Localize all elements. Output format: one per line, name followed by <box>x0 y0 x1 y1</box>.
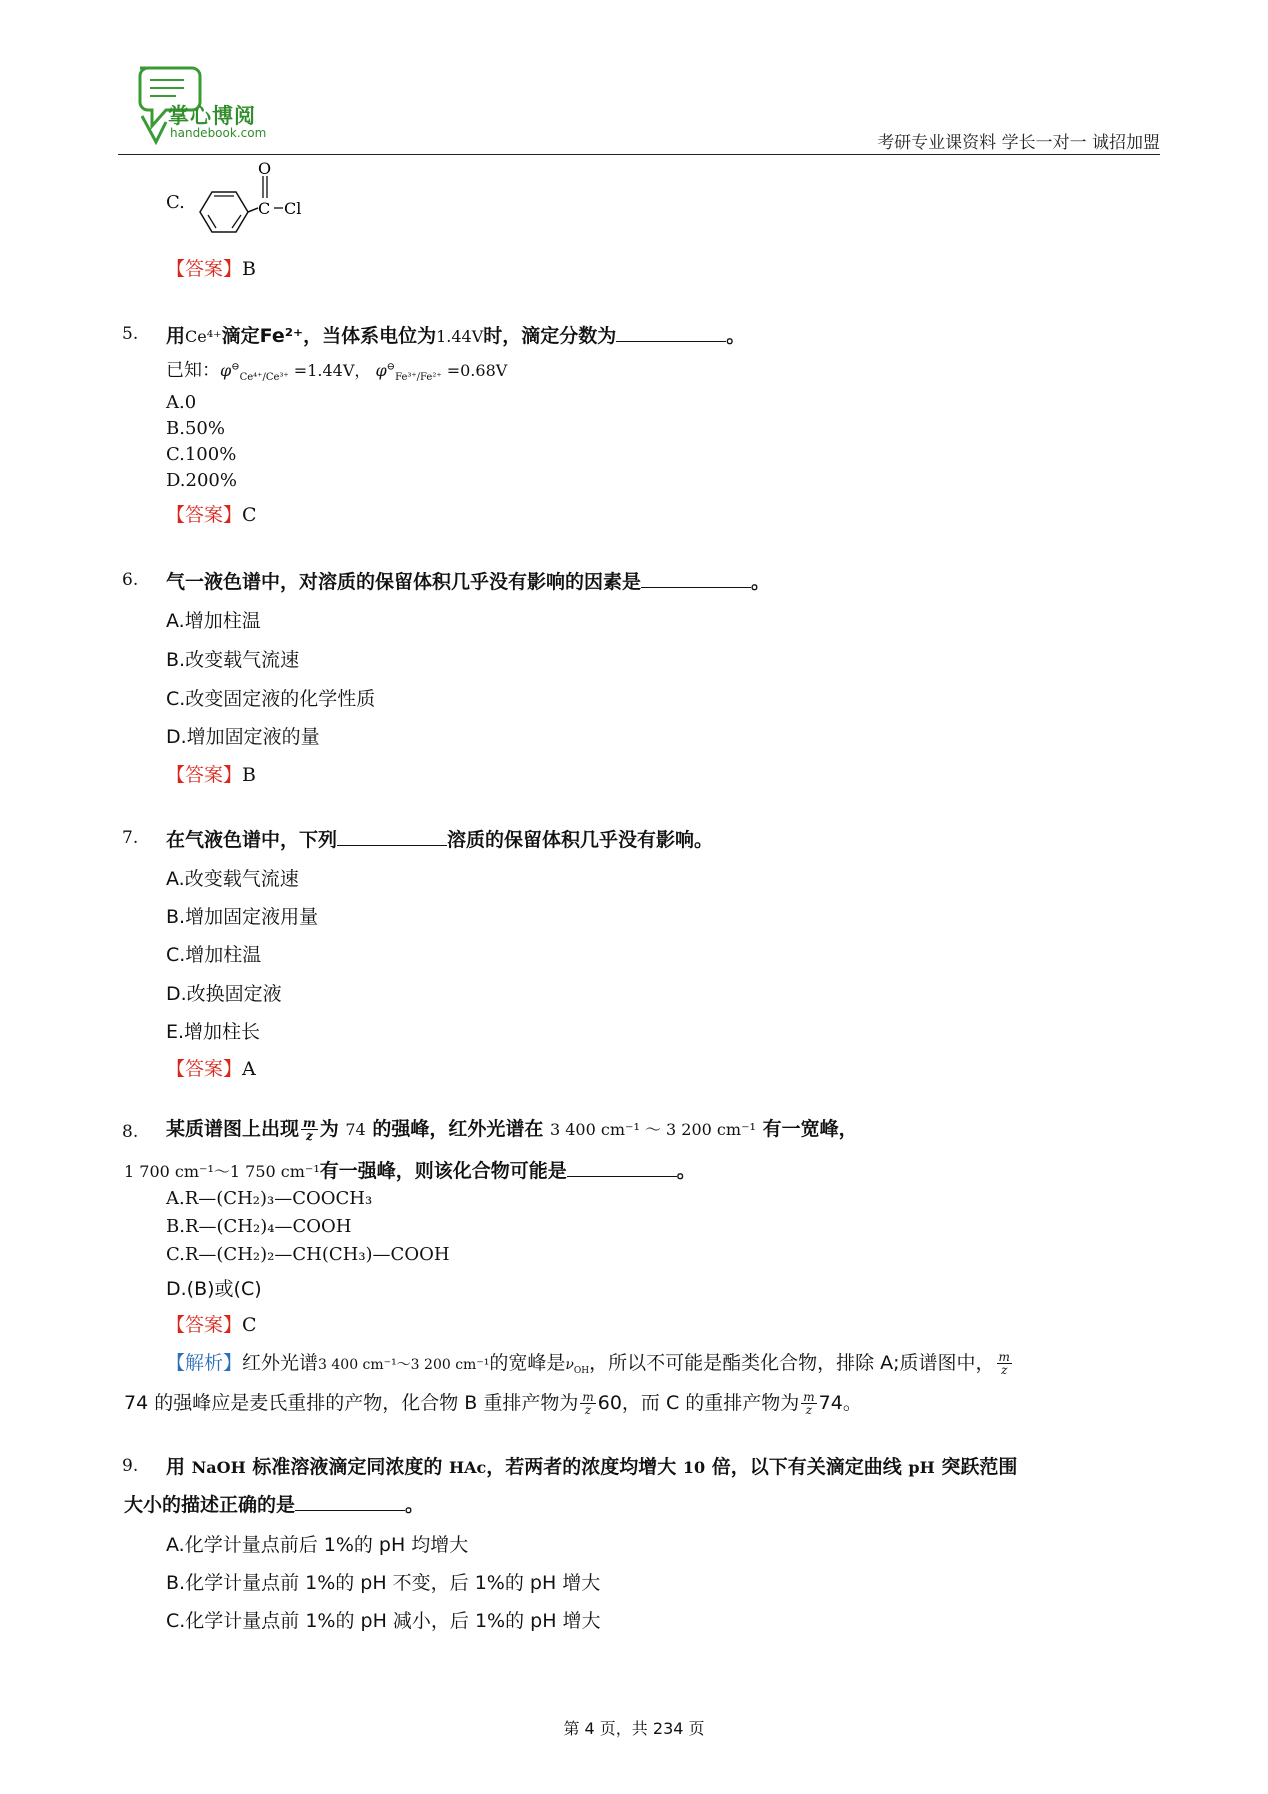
benzoyl-chloride-structure <box>186 160 326 248</box>
q8-option-d: D.(B)或(C) <box>166 1278 262 1300</box>
q5-stem-part: 1.44V <box>436 327 484 346</box>
q7-option-d: D.改换固定液 <box>166 983 282 1005</box>
q8-stem-part: 的强峰，红外光谱在 <box>372 1118 544 1140</box>
answer-label: 【答案】 <box>166 764 243 786</box>
m-over-z-fraction <box>801 1391 816 1416</box>
analysis-part: 74 的强峰应是麦氏重排的产物，化合物 B 重排产物为 <box>124 1392 579 1414</box>
q5-stem-part: 用 <box>166 325 186 347</box>
answer-blank <box>295 1496 405 1511</box>
fraction-numerator: m <box>998 1350 1010 1364</box>
q9-stem-part: 。 <box>405 1494 425 1516</box>
analysis-part: 60，而 C 的重排产物为 <box>597 1392 800 1414</box>
analysis-part: 的宽峰是 <box>489 1352 566 1374</box>
phi-symbol: φ <box>220 361 232 380</box>
struct-chlorine: Cl <box>284 199 302 218</box>
q4-answer <box>166 254 256 281</box>
q5-stem-part: Ce⁴⁺ <box>185 327 222 346</box>
q8-answer <box>166 1310 257 1337</box>
q8-stem-part: 为 <box>319 1118 339 1140</box>
q9-option-b: B.化学计量点前 1%的 pH 不变，后 1%的 pH 增大 <box>166 1572 601 1594</box>
q9-number: 9. <box>122 1456 139 1476</box>
q5-option-b: B.50% <box>166 418 225 439</box>
q9-stem-part: 用 <box>166 1456 186 1478</box>
m-over-z-fraction <box>301 1117 318 1142</box>
q9-stem-part: 倍，以下有关滴定曲线 <box>711 1456 902 1478</box>
q6-number: 6. <box>122 570 139 590</box>
q7-stem-part: 在气液色谱中，下列 <box>166 829 338 851</box>
q8-stem-part: 有一宽峰， <box>762 1118 858 1140</box>
fraction-denominator: z <box>1001 1363 1008 1377</box>
answer-label: 【答案】 <box>166 1058 243 1080</box>
q5-stem-part: Fe²⁺ <box>259 325 304 347</box>
q6-option-c: C.改变固定液的化学性质 <box>166 688 376 710</box>
analysis-part: ，所以不可能是酯类化合物，排除 A;质谱图中， <box>589 1352 995 1374</box>
nu-subscript: OH <box>573 1365 590 1376</box>
q7-option-c: C.增加柱温 <box>166 944 262 966</box>
logo-text: 掌心博阅 <box>168 104 256 128</box>
fraction-numerator: m <box>303 1116 316 1130</box>
q5-number: 5. <box>122 324 139 344</box>
answer-label: 【答案】 <box>166 258 243 280</box>
q5-stem-part: 。 <box>726 325 746 347</box>
q5-stem-part: 时，滴定分数为 <box>483 325 617 347</box>
analysis-part: 3 400 cm⁻¹～3 200 cm⁻¹ <box>318 1357 490 1373</box>
answer-value: B <box>242 258 256 280</box>
q8-stem <box>166 1114 858 1142</box>
struct-carbon: C <box>258 199 271 218</box>
q9-stem <box>166 1452 1017 1479</box>
analysis-part: 红外光谱 <box>242 1352 319 1374</box>
q9-stem-part: pH <box>908 1458 935 1477</box>
analysis-label: 【解析】 <box>166 1352 243 1374</box>
q8-option-c: C.R—(CH₂)₂—CH(CH₃)—COOH <box>166 1244 450 1265</box>
logo-url: handebook.com <box>170 126 267 140</box>
q6-stem-end: 。 <box>751 571 771 593</box>
header-tagline: 考研专业课资料 学长一对一 诚招加盟 <box>877 133 1160 153</box>
answer-value: C <box>242 1314 257 1336</box>
page-header <box>118 52 1160 156</box>
q7-option-a: A.改变载气流速 <box>166 868 299 890</box>
fraction-numerator: m <box>582 1390 594 1404</box>
q8-stem-part: 有一强峰，则该化合物可能是 <box>319 1160 567 1182</box>
q8-stem-part: 某质谱图上出现 <box>166 1118 300 1140</box>
q8-number: 8. <box>122 1122 139 1142</box>
fraction-denominator: z <box>805 1403 813 1417</box>
q9-stem-part: 10 <box>682 1458 706 1477</box>
q8-stem-part: 1 700 cm⁻¹～1 750 cm⁻¹ <box>124 1162 320 1181</box>
q5-option-c: C.100% <box>166 444 237 465</box>
q9-stem-part: 标准溶液滴定同浓度的 <box>252 1456 443 1478</box>
q5-stem-part: ，当体系电位为 <box>303 325 437 347</box>
potential-value: =0.68V <box>446 361 508 380</box>
q6-option-a: A.增加柱温 <box>166 610 261 632</box>
m-over-z-fraction <box>580 1391 595 1416</box>
fraction-numerator: m <box>803 1390 815 1404</box>
q6-stem-text: 气一液色谱中，对溶质的保留体积几乎没有影响的因素是 <box>166 571 642 593</box>
redox-couple: Fe³⁺/Fe²⁺ <box>395 372 442 384</box>
q7-option-e: E.增加柱长 <box>166 1021 261 1043</box>
q5-answer <box>166 500 257 527</box>
answer-blank <box>641 573 751 588</box>
answer-value: C <box>242 504 257 526</box>
q9-option-a: A.化学计量点前后 1%的 pH 均增大 <box>166 1534 469 1556</box>
phi-symbol: φ <box>375 361 387 380</box>
struct-oxygen: O <box>258 160 272 178</box>
q6-answer <box>166 760 256 787</box>
answer-value: B <box>242 764 256 786</box>
redox-couple: Ce⁴⁺/Ce³⁺ <box>239 372 289 384</box>
analysis-part: 74。 <box>818 1392 862 1414</box>
answer-label: 【答案】 <box>166 504 243 526</box>
answer-blank <box>616 327 726 342</box>
q8-option-b: B.R—(CH₂)₄—COOH <box>166 1216 352 1237</box>
q7-number: 7. <box>122 828 139 848</box>
answer-blank <box>567 1162 677 1177</box>
known-label: 已知： <box>166 360 220 381</box>
q9-option-c: C.化学计量点前 1%的 pH 减小，后 1%的 pH 增大 <box>166 1610 601 1632</box>
answer-blank <box>337 831 447 846</box>
q4-option-c-label: C. <box>166 192 185 213</box>
q7-stem <box>166 825 713 852</box>
q8-stem-line2 <box>124 1156 696 1183</box>
q6-option-d: D.增加固定液的量 <box>166 726 320 748</box>
q9-stem-part: 突跃范围 <box>941 1456 1018 1478</box>
q8-analysis-line2 <box>124 1388 862 1416</box>
nu-symbol: ν <box>565 1357 574 1373</box>
standard-symbol: ⊖ <box>386 361 396 373</box>
q6-option-b: B.改变载气流速 <box>166 649 300 671</box>
q8-stem-part: 74 <box>345 1120 366 1139</box>
answer-value: A <box>242 1058 256 1080</box>
q6-stem <box>166 567 770 594</box>
q9-stem-part: 大小的描述正确的是 <box>124 1494 296 1516</box>
answer-label: 【答案】 <box>166 1314 243 1336</box>
q8-stem-part: 3 400 cm⁻¹ ～ 3 200 cm⁻¹ <box>549 1120 756 1139</box>
q5-stem <box>166 321 745 348</box>
q7-stem-part: 溶质的保留体积几乎没有影响。 <box>447 829 714 851</box>
q9-stem-line2 <box>124 1490 424 1517</box>
q5-stem-part: 滴定 <box>221 325 260 347</box>
fraction-denominator: z <box>584 1403 592 1417</box>
q5-option-a: A.0 <box>166 392 197 413</box>
page-footer: 第 4 页，共 234 页 <box>563 1719 705 1738</box>
fraction-denominator: z <box>305 1129 313 1143</box>
q8-stem-part: 。 <box>676 1160 696 1182</box>
q5-option-d: D.200% <box>166 470 237 491</box>
q9-stem-part: HAc <box>448 1458 487 1477</box>
potential-value: =1.44V， <box>293 361 371 380</box>
standard-symbol: ⊖ <box>231 361 240 373</box>
q7-answer <box>166 1054 256 1081</box>
q7-option-b: B.增加固定液用量 <box>166 906 319 928</box>
q9-stem-part: NaOH <box>191 1458 246 1477</box>
q8-analysis <box>166 1348 1014 1376</box>
m-over-z-fraction <box>997 1351 1012 1376</box>
header-divider <box>118 154 1160 155</box>
q9-stem-part: ，若两者的浓度均增大 <box>486 1456 677 1478</box>
q5-known-values <box>166 356 507 383</box>
q8-option-a: A.R—(CH₂)₃—COOCH₃ <box>166 1188 373 1209</box>
